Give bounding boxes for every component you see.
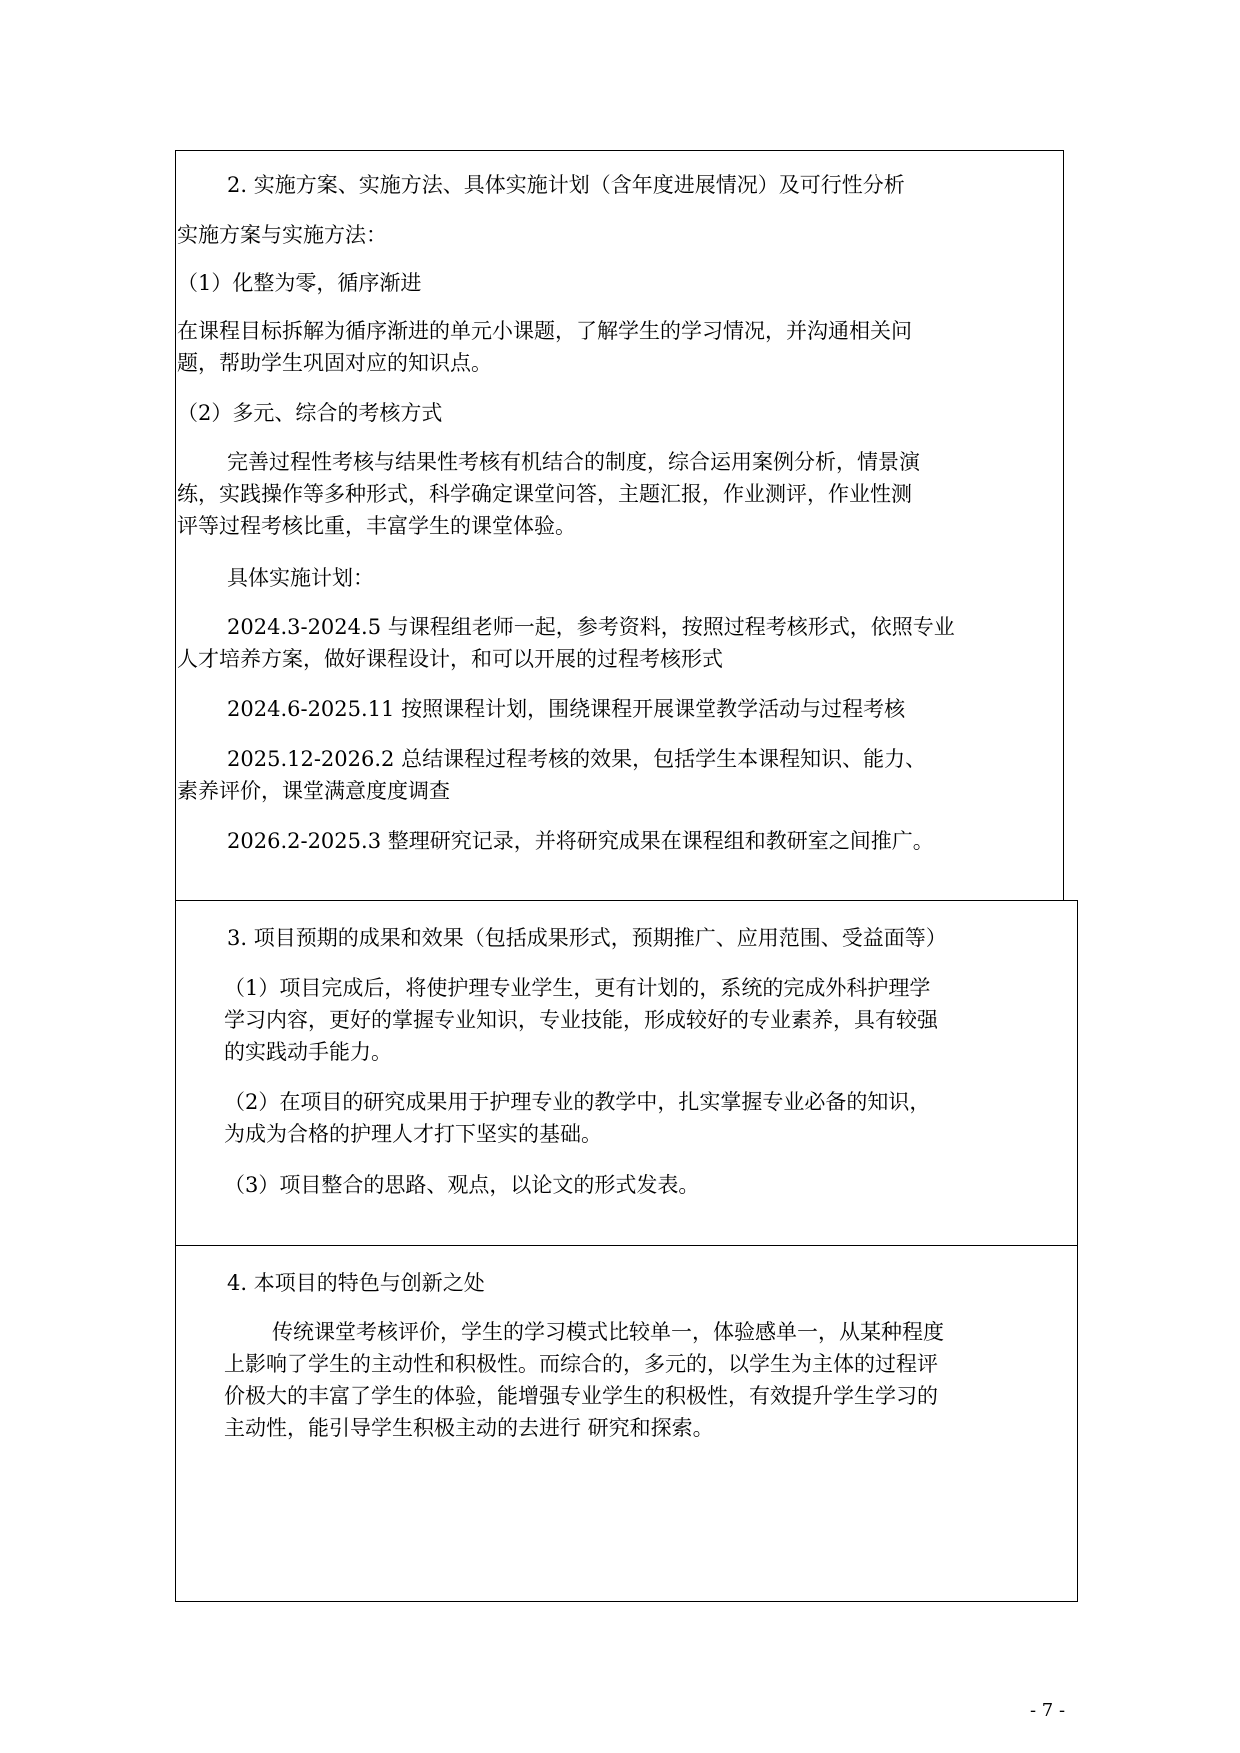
plan-entry-line: 素养评价，课堂满意度度调查 (177, 779, 450, 803)
section-4-heading: 4. 本项目的特色与创新之处 (227, 1271, 485, 1295)
result-item-line: （1）项目完成后，将使护理专业学生，更有计划的，系统的完成外科护理学 (224, 976, 931, 1000)
feature-body-line: 主动性，能引导学生积极主动的去进行 研究和探索。 (224, 1416, 714, 1440)
methods-label: 实施方案与实施方法： (177, 223, 387, 247)
result-item-line: （2）在项目的研究成果用于护理专业的教学中，扎实掌握专业必备的知识， (224, 1090, 931, 1114)
feature-body-line: 上影响了学生的主动性和积极性。而综合的，多元的，以学生为主体的过程评 (224, 1352, 938, 1376)
plan-entry-line: 2024.6-2025.11 按照课程计划，围绕课程开展课堂教学活动与过程考核 (227, 697, 906, 721)
result-item-line: （3）项目整合的思路、观点，以论文的形式发表。 (224, 1173, 700, 1197)
plan-entry-line: 2025.12-2026.2 总结课程过程考核的效果，包括学生本课程知识、能力、 (227, 747, 927, 771)
item-1-title: （1）化整为零，循序渐进 (177, 271, 422, 295)
plan-entry-line: 人才培养方案，做好课程设计，和可以开展的过程考核形式 (177, 647, 723, 671)
result-item-line: 学习内容，更好的掌握专业知识，专业技能，形成较好的专业素养，具有较强 (224, 1008, 938, 1032)
plan-entry-line: 2026.2-2025.3 整理研究记录，并将研究成果在课程组和教研室之间推广。 (227, 829, 934, 853)
item-2-body-line: 完善过程性考核与结果性考核有机结合的制度，综合运用案例分析，情景演 (227, 450, 920, 474)
item-2-body-line: 练，实践操作等多种形式，科学确定课堂问答，主题汇报，作业测评，作业性测 (177, 482, 912, 506)
item-1-body-line: 题，帮助学生巩固对应的知识点。 (177, 351, 492, 375)
feature-body-line: 价极大的丰富了学生的体验，能增强专业学生的积极性，有效提升学生学习的 (224, 1384, 938, 1408)
section-3-heading: 3. 项目预期的成果和效果（包括成果形式，预期推广、应用范围、受益面等） (227, 926, 947, 950)
item-2-title: （2）多元、综合的考核方式 (177, 401, 443, 425)
plan-label: 具体实施计划： (227, 566, 374, 590)
section-2-heading: 2. 实施方案、实施方法、具体实施计划（含年度进展情况）及可行性分析 (227, 173, 905, 197)
result-item-line: 为成为合格的护理人才打下坚实的基础。 (224, 1122, 602, 1146)
result-item-line: 的实践动手能力。 (224, 1040, 392, 1064)
feature-body-line: 传统课堂考核评价，学生的学习模式比较单一，体验感单一，从某种程度 (272, 1320, 944, 1344)
plan-entry-line: 2024.3-2024.5 与课程组老师一起，参考资料，按照过程考核形式，依照专业 (227, 615, 955, 639)
item-2-body-line: 评等过程考核比重，丰富学生的课堂体验。 (177, 514, 576, 538)
page-number: - 7 - (1030, 1700, 1066, 1721)
item-1-body-line: 在课程目标拆解为循序渐进的单元小课题，了解学生的学习情况，并沟通相关问 (177, 319, 912, 343)
